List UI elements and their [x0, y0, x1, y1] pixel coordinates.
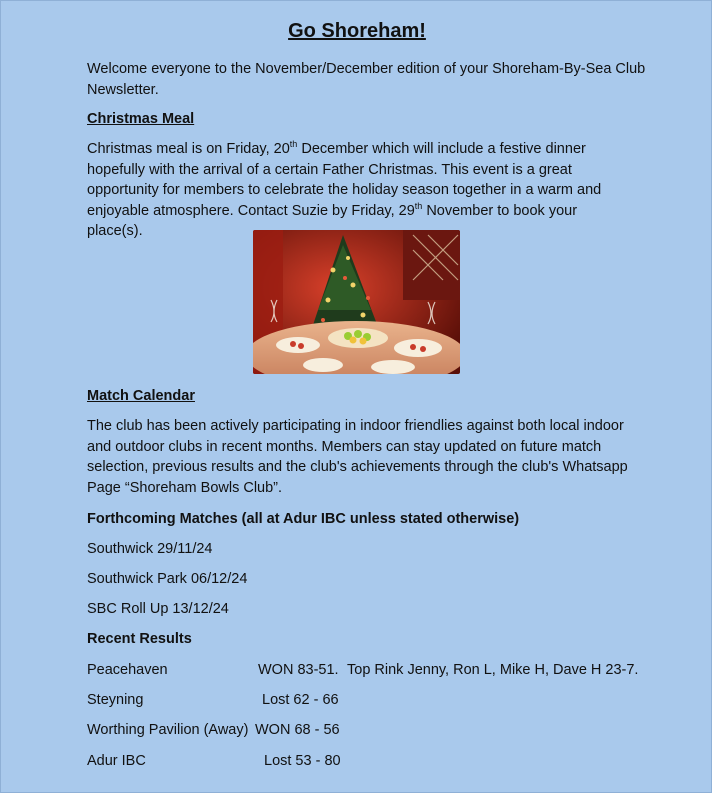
forthcoming-heading: Forthcoming Matches (all at Adur IBC unless stated otherwise): [87, 511, 520, 527]
christmas-heading: Christmas Meal: [87, 111, 195, 127]
calendar-paragraph: The club has been actively participating in indoor friendlies against both local indoor and outdoor clubs in recent months. Members can stay updated on future match selection, previous results and the club's achievements through the club's Whatsapp Page “Shoreham Bowls Club”.: [87, 418, 628, 496]
results-heading: Recent Results: [87, 631, 192, 647]
christmas-dinner-photo: [253, 230, 460, 374]
forthcoming-match: Southwick 29/11/24: [87, 541, 213, 557]
result-row: [87, 662, 647, 682]
result-score: WON 68 - 56: [255, 722, 340, 738]
result-team: Peacehaven: [87, 662, 168, 678]
result-row: [87, 692, 647, 712]
calendar-heading: Match Calendar: [87, 388, 195, 404]
result-score: Lost 62 - 66: [262, 692, 339, 708]
result-team: Adur IBC: [87, 753, 146, 769]
result-row: [87, 722, 647, 742]
intro-paragraph: Welcome everyone to the November/December edition of your Shoreham-By-Sea Club Newsletter.: [87, 61, 646, 98]
forthcoming-match: Southwick Park 06/12/24: [87, 571, 248, 587]
forthcoming-match: SBC Roll Up 13/12/24: [87, 601, 229, 617]
result-row: [87, 753, 647, 773]
christmas-paragraph: Christmas meal is on Friday, 20th December which will include a festive dinner hopefully with the arrival of a certain Father Christmas. This event is a great opportunity for members to celebrate the holiday season together in a warm and enjoyable atmosphere. Contact Suzie by Friday, 29th November to book your place(s).: [87, 139, 602, 239]
result-note: Top Rink Jenny, Ron L, Mike H, Dave H 23-7.: [347, 662, 639, 678]
newsletter-title: Go Shoreham!: [288, 20, 426, 42]
result-team: Steyning: [87, 692, 144, 708]
result-score: Lost 53 - 80: [264, 753, 341, 769]
result-team: Worthing Pavilion (Away): [87, 722, 249, 738]
result-score: WON 83-51.: [258, 662, 339, 678]
